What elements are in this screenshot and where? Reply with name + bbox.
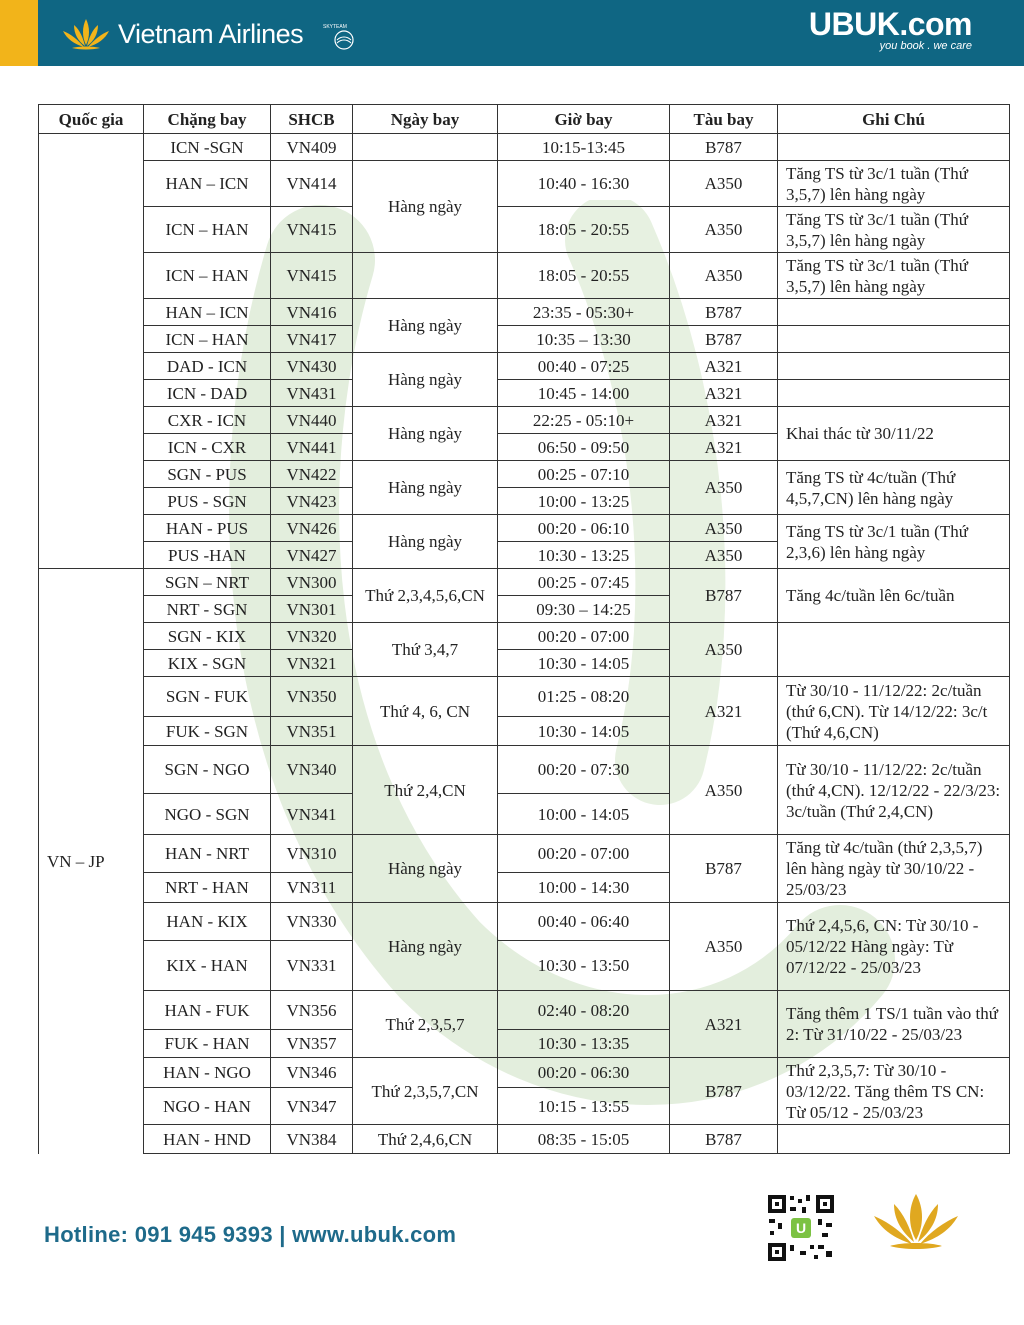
flight-number-cell: VN417 bbox=[271, 326, 353, 353]
table-row bbox=[39, 353, 1010, 380]
aircraft-cell: A350 bbox=[670, 461, 778, 515]
time-cell: 10:15 - 13:55 bbox=[498, 1088, 670, 1125]
note-cell: Tăng thêm 1 TS/1 tuần vào thứ 2: Từ 31/10/22 - 25/03/23 bbox=[778, 991, 1010, 1058]
table-row bbox=[39, 515, 1010, 542]
flight-number-cell: VN331 bbox=[271, 941, 353, 991]
table-row bbox=[39, 461, 1010, 488]
note-cell bbox=[778, 623, 1010, 677]
flight-number-cell: VN321 bbox=[271, 650, 353, 677]
time-cell: 10:30 - 13:50 bbox=[498, 941, 670, 991]
note-cell bbox=[778, 326, 1010, 353]
route-cell: NGO - SGN bbox=[144, 794, 271, 835]
flight-number-cell: VN320 bbox=[271, 623, 353, 650]
flight-number-cell: VN415 bbox=[271, 207, 353, 253]
aircraft-cell: B787 bbox=[670, 1058, 778, 1125]
time-cell: 02:40 - 08:20 bbox=[498, 991, 670, 1030]
table-row bbox=[39, 253, 1010, 299]
note-cell: Tăng 4c/tuần lên 6c/tuần bbox=[778, 569, 1010, 623]
partner-logo: UBUK.com bbox=[808, 6, 972, 42]
route-cell: SGN - FUK bbox=[144, 677, 271, 717]
days-cell: Thứ 2,3,4,5,6,CN bbox=[353, 569, 498, 623]
airline-brand bbox=[60, 14, 303, 54]
route-cell: HAN - NRT bbox=[144, 835, 271, 873]
note-cell bbox=[778, 380, 1010, 407]
time-cell: 10:30 - 13:35 bbox=[498, 1030, 670, 1058]
time-cell: 18:05 - 20:55 bbox=[498, 253, 670, 299]
flight-number-cell: VN300 bbox=[271, 569, 353, 596]
table-row bbox=[39, 1058, 1010, 1088]
route-cell: ICN - DAD bbox=[144, 380, 271, 407]
svg-text:U: U bbox=[795, 1220, 807, 1236]
time-cell: 00:20 - 07:00 bbox=[498, 835, 670, 873]
aircraft-cell: A350 bbox=[670, 903, 778, 991]
time-cell: 10:00 - 14:05 bbox=[498, 794, 670, 835]
header-accent-strip bbox=[0, 0, 38, 66]
flight-number-cell: VN340 bbox=[271, 746, 353, 794]
route-cell: HAN – ICN bbox=[144, 299, 271, 326]
lotus-logo-icon bbox=[870, 1192, 962, 1250]
days-cell bbox=[353, 134, 498, 161]
aircraft-cell: B787 bbox=[670, 569, 778, 623]
route-cell: NGO - HAN bbox=[144, 1088, 271, 1125]
table-row bbox=[39, 746, 1010, 794]
partner-brand bbox=[809, 6, 972, 52]
route-cell: HAN - FUK bbox=[144, 991, 271, 1030]
table-row bbox=[39, 835, 1010, 873]
table-row bbox=[39, 407, 1010, 434]
route-cell: HAN - KIX bbox=[144, 903, 271, 941]
time-cell: 00:20 - 07:30 bbox=[498, 746, 670, 794]
aircraft-cell: A350 bbox=[670, 542, 778, 569]
time-cell: 10:45 - 14:00 bbox=[498, 380, 670, 407]
aircraft-cell: A350 bbox=[670, 253, 778, 299]
note-cell bbox=[778, 299, 1010, 326]
time-cell: 23:35 - 05:30+ bbox=[498, 299, 670, 326]
days-cell: Hàng ngày bbox=[353, 299, 498, 353]
route-cell: HAN - NGO bbox=[144, 1058, 271, 1088]
route-cell: SGN - PUS bbox=[144, 461, 271, 488]
note-cell: Tăng TS từ 3c/1 tuần (Thứ 3,5,7) lên hàng ngày bbox=[778, 253, 1010, 299]
flight-schedule-table bbox=[38, 104, 1010, 1154]
route-cell: SGN – NRT bbox=[144, 569, 271, 596]
table-row bbox=[39, 569, 1010, 596]
flight-number-cell: VN310 bbox=[271, 835, 353, 873]
days-cell: Hàng ngày bbox=[353, 903, 498, 991]
aircraft-cell: A350 bbox=[670, 746, 778, 835]
route-cell: ICN – HAN bbox=[144, 253, 271, 299]
route-cell: DAD - ICN bbox=[144, 353, 271, 380]
header-notes: Ghi Chú bbox=[778, 105, 1010, 134]
footer-hotline: Hotline: 091 945 9393 | www.ubuk.com bbox=[44, 1222, 457, 1247]
time-cell: 10:30 - 13:25 bbox=[498, 542, 670, 569]
route-cell: PUS - SGN bbox=[144, 488, 271, 515]
days-cell: Hàng ngày bbox=[353, 407, 498, 461]
aircraft-cell: B787 bbox=[670, 835, 778, 903]
aircraft-cell: A321 bbox=[670, 434, 778, 461]
days-cell bbox=[353, 253, 498, 299]
flight-number-cell: VN423 bbox=[271, 488, 353, 515]
note-cell bbox=[778, 1125, 1010, 1154]
time-cell: 22:25 - 05:10+ bbox=[498, 407, 670, 434]
note-cell: Tăng TS từ 3c/1 tuần (Thứ 2,3,6) lên hàng ngày bbox=[778, 515, 1010, 569]
days-cell: Thứ 2,3,5,7 bbox=[353, 991, 498, 1058]
header-aircraft: Tàu bay bbox=[670, 105, 778, 134]
country-cell: VN – JP bbox=[39, 569, 144, 1154]
time-cell: 01:25 - 08:20 bbox=[498, 677, 670, 717]
flight-number-cell: VN426 bbox=[271, 515, 353, 542]
note-cell: Thứ 2,3,5,7: Từ 30/10 - 03/12/22. Tăng thêm TS CN: Từ 05/12 - 25/03/23 bbox=[778, 1058, 1010, 1125]
table-row bbox=[39, 903, 1010, 941]
days-cell: Thứ 2,4,CN bbox=[353, 746, 498, 835]
route-cell: FUK - HAN bbox=[144, 1030, 271, 1058]
table-row bbox=[39, 991, 1010, 1030]
note-cell: Thứ 2,4,5,6, CN: Từ 30/10 - 05/12/22 Hàng ngày: Từ 07/12/22 - 25/03/23 bbox=[778, 903, 1010, 991]
header-days: Ngày bay bbox=[353, 105, 498, 134]
route-cell: SGN - NGO bbox=[144, 746, 271, 794]
flight-number-cell: VN440 bbox=[271, 407, 353, 434]
table-row bbox=[39, 207, 1010, 253]
note-cell: Từ 30/10 - 11/12/22: 2c/tuần (thứ 6,CN). Từ 14/12/22: 3c/t (Thứ 4,6,CN) bbox=[778, 677, 1010, 746]
header-route: Chặng bay bbox=[144, 105, 271, 134]
time-cell: 00:20 - 07:00 bbox=[498, 623, 670, 650]
aircraft-cell: A321 bbox=[670, 991, 778, 1058]
skyteam-icon bbox=[320, 20, 356, 52]
route-cell: HAN – ICN bbox=[144, 161, 271, 207]
aircraft-cell: A321 bbox=[670, 380, 778, 407]
route-cell: ICN – HAN bbox=[144, 326, 271, 353]
header-time: Giờ bay bbox=[498, 105, 670, 134]
skyteam-mark: SKYTEAM bbox=[323, 24, 347, 30]
time-cell: 00:25 - 07:45 bbox=[498, 569, 670, 596]
days-cell: Hàng ngày bbox=[353, 515, 498, 569]
time-cell: 09:30 – 14:25 bbox=[498, 596, 670, 623]
aircraft-cell: B787 bbox=[670, 299, 778, 326]
days-cell: Thứ 2,3,5,7,CN bbox=[353, 1058, 498, 1125]
note-cell bbox=[778, 353, 1010, 380]
aircraft-cell: A350 bbox=[670, 207, 778, 253]
airline-name: Vietnam Airlines bbox=[118, 18, 304, 49]
flight-number-cell: VN441 bbox=[271, 434, 353, 461]
route-cell: PUS -HAN bbox=[144, 542, 271, 569]
header-bar bbox=[0, 0, 1024, 66]
table-row bbox=[39, 134, 1010, 161]
time-cell: 10:00 - 13:25 bbox=[498, 488, 670, 515]
time-cell: 10:15-13:45 bbox=[498, 134, 670, 161]
flight-number-cell: VN311 bbox=[271, 873, 353, 903]
note-cell: Tăng từ 4c/tuần (thứ 2,3,5,7) lên hàng ngày từ 30/10/22 - 25/03/23 bbox=[778, 835, 1010, 903]
route-cell: CXR - ICN bbox=[144, 407, 271, 434]
time-cell: 10:30 - 14:05 bbox=[498, 650, 670, 677]
time-cell: 06:50 - 09:50 bbox=[498, 434, 670, 461]
flight-number-cell: VN409 bbox=[271, 134, 353, 161]
days-cell: Hàng ngày bbox=[353, 353, 498, 407]
days-cell: Thứ 3,4,7 bbox=[353, 623, 498, 677]
table-header-row bbox=[39, 105, 1010, 134]
aircraft-cell: B787 bbox=[670, 134, 778, 161]
table-row bbox=[39, 299, 1010, 326]
note-cell: Tăng TS từ 4c/tuần (Thứ 4,5,7,CN) lên hàng ngày bbox=[778, 461, 1010, 515]
flight-number-cell: VN430 bbox=[271, 353, 353, 380]
note-cell: Tăng TS từ 3c/1 tuần (Thứ 3,5,7) lên hàng ngày bbox=[778, 161, 1010, 207]
time-cell: 10:35 – 13:30 bbox=[498, 326, 670, 353]
aircraft-cell: A321 bbox=[670, 677, 778, 746]
days-cell: Thứ 2,4,6,CN bbox=[353, 1125, 498, 1154]
note-cell: Khai thác từ 30/11/22 bbox=[778, 407, 1010, 461]
table-row bbox=[39, 677, 1010, 717]
table-row bbox=[39, 161, 1010, 207]
time-cell: 00:40 - 06:40 bbox=[498, 903, 670, 941]
days-cell: Hàng ngày bbox=[353, 161, 498, 253]
aircraft-cell: A350 bbox=[670, 161, 778, 207]
route-cell: ICN – HAN bbox=[144, 207, 271, 253]
time-cell: 00:25 - 07:10 bbox=[498, 461, 670, 488]
flight-number-cell: VN330 bbox=[271, 903, 353, 941]
flight-number-cell: VN351 bbox=[271, 717, 353, 746]
route-cell: HAN - PUS bbox=[144, 515, 271, 542]
table-row bbox=[39, 380, 1010, 407]
flight-number-cell: VN347 bbox=[271, 1088, 353, 1125]
flight-number-cell: VN431 bbox=[271, 380, 353, 407]
lotus-mini-icon bbox=[60, 17, 112, 51]
note-cell: Tăng TS từ 3c/1 tuần (Thứ 3,5,7) lên hàng ngày bbox=[778, 207, 1010, 253]
route-cell: KIX - HAN bbox=[144, 941, 271, 991]
flight-number-cell: VN341 bbox=[271, 794, 353, 835]
time-cell: 10:00 - 14:30 bbox=[498, 873, 670, 903]
flight-number-cell: VN414 bbox=[271, 161, 353, 207]
table-row bbox=[39, 326, 1010, 353]
flight-number-cell: VN384 bbox=[271, 1125, 353, 1154]
aircraft-cell: A321 bbox=[670, 407, 778, 434]
header-flight-number: SHCB bbox=[271, 105, 353, 134]
route-cell: HAN - HND bbox=[144, 1125, 271, 1154]
route-cell: FUK - SGN bbox=[144, 717, 271, 746]
table-row bbox=[39, 623, 1010, 650]
flight-number-cell: VN357 bbox=[271, 1030, 353, 1058]
time-cell: 00:20 - 06:30 bbox=[498, 1058, 670, 1088]
country-cell bbox=[39, 134, 144, 569]
days-cell: Thứ 4, 6, CN bbox=[353, 677, 498, 746]
time-cell: 10:30 - 14:05 bbox=[498, 717, 670, 746]
flight-number-cell: VN301 bbox=[271, 596, 353, 623]
route-cell: SGN - KIX bbox=[144, 623, 271, 650]
days-cell: Hàng ngày bbox=[353, 835, 498, 903]
route-cell: ICN - CXR bbox=[144, 434, 271, 461]
aircraft-cell: A350 bbox=[670, 623, 778, 677]
note-cell bbox=[778, 134, 1010, 161]
flight-number-cell: VN346 bbox=[271, 1058, 353, 1088]
qr-code-icon bbox=[766, 1193, 836, 1263]
route-cell: ICN -SGN bbox=[144, 134, 271, 161]
route-cell: KIX - SGN bbox=[144, 650, 271, 677]
aircraft-cell: A321 bbox=[670, 353, 778, 380]
route-cell: NRT - HAN bbox=[144, 873, 271, 903]
days-cell: Hàng ngày bbox=[353, 461, 498, 515]
header-country: Quốc gia bbox=[39, 105, 144, 134]
flight-number-cell: VN415 bbox=[271, 253, 353, 299]
time-cell: 00:40 - 07:25 bbox=[498, 353, 670, 380]
route-cell: NRT - SGN bbox=[144, 596, 271, 623]
time-cell: 10:40 - 16:30 bbox=[498, 161, 670, 207]
aircraft-cell: A350 bbox=[670, 515, 778, 542]
table-row bbox=[39, 1125, 1010, 1154]
aircraft-cell: B787 bbox=[670, 1125, 778, 1154]
aircraft-cell: B787 bbox=[670, 326, 778, 353]
time-cell: 18:05 - 20:55 bbox=[498, 207, 670, 253]
time-cell: 00:20 - 06:10 bbox=[498, 515, 670, 542]
time-cell: 08:35 - 15:05 bbox=[498, 1125, 670, 1154]
flight-number-cell: VN356 bbox=[271, 991, 353, 1030]
flight-number-cell: VN427 bbox=[271, 542, 353, 569]
flight-number-cell: VN422 bbox=[271, 461, 353, 488]
partner-tagline: you book . we care bbox=[879, 40, 972, 52]
flight-number-cell: VN416 bbox=[271, 299, 353, 326]
flight-number-cell: VN350 bbox=[271, 677, 353, 717]
note-cell: Từ 30/10 - 11/12/22: 2c/tuần (thứ 4,CN). 12/12/22 - 22/3/23: 3c/tuần (Thứ 2,4,CN) bbox=[778, 746, 1010, 835]
